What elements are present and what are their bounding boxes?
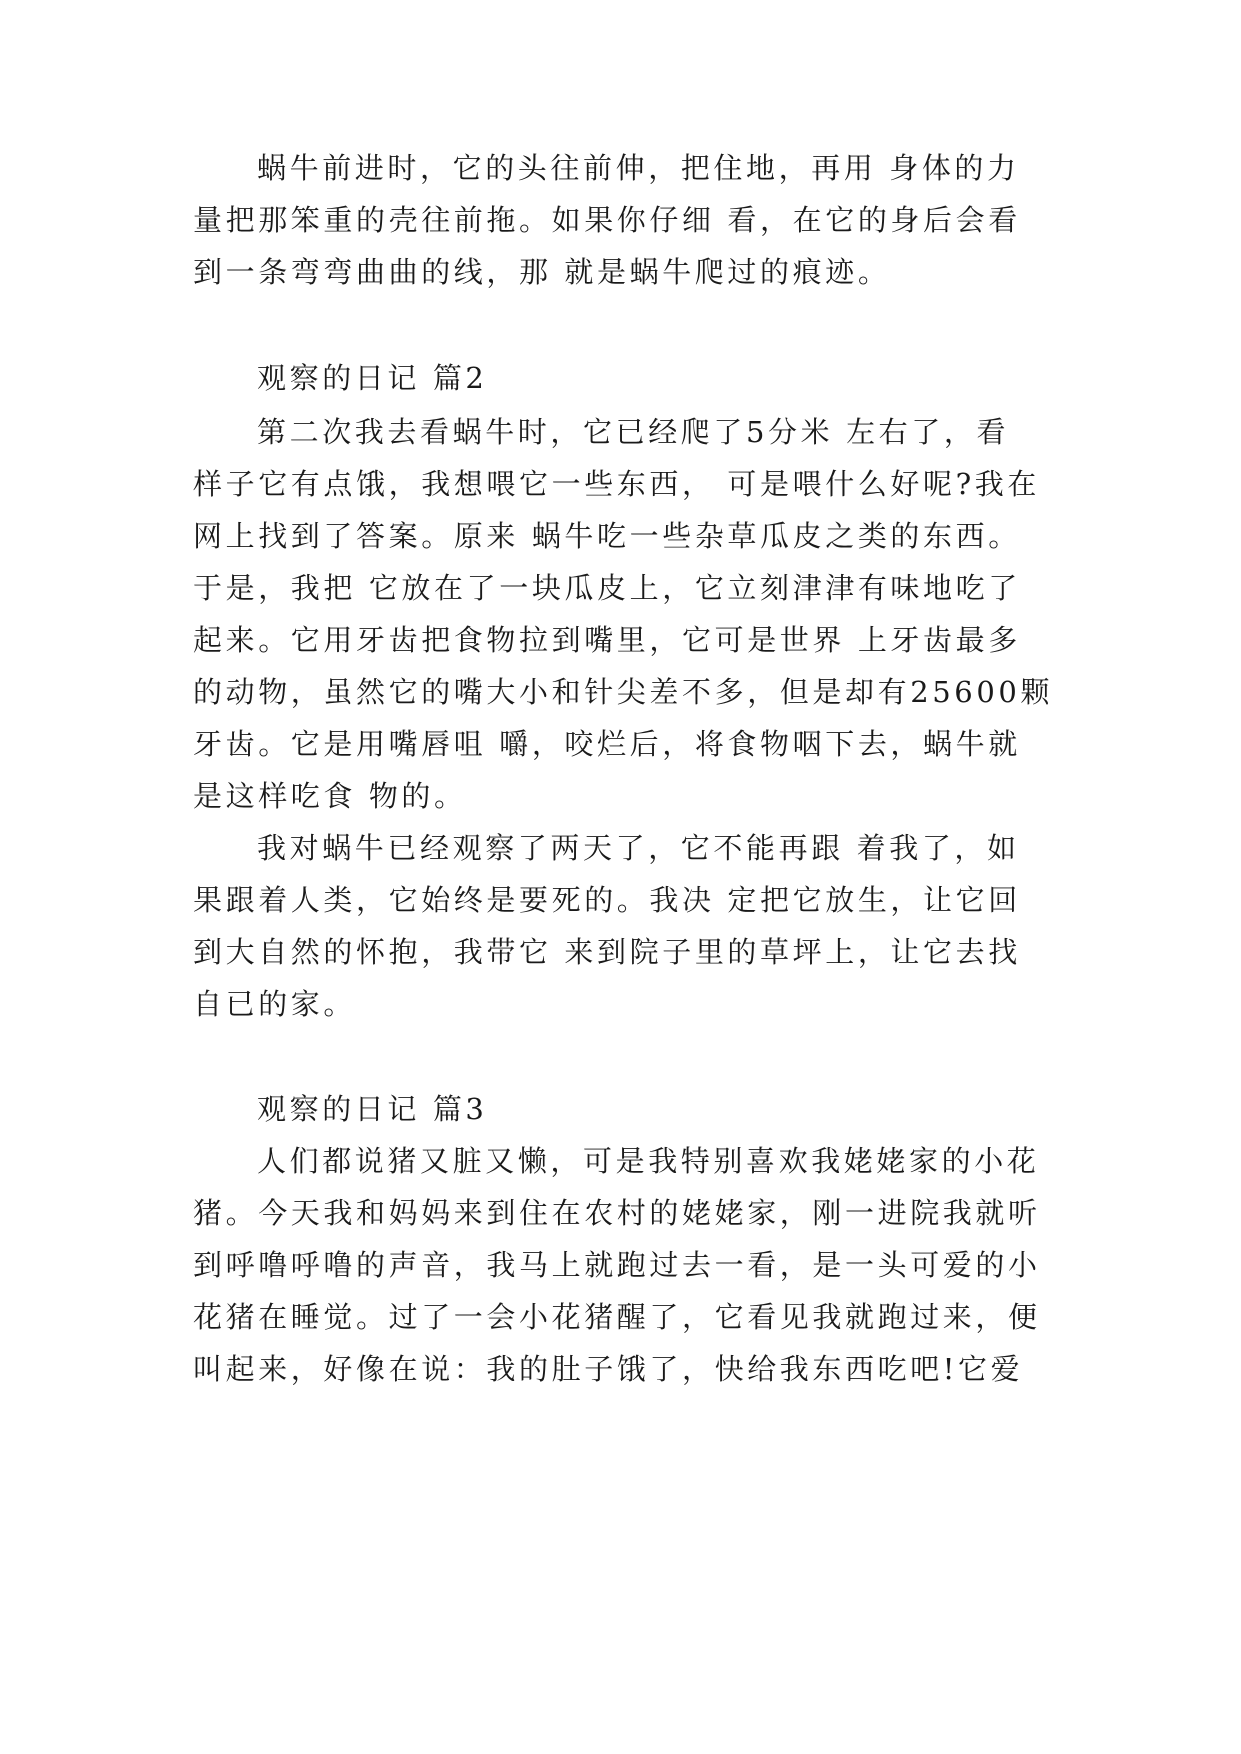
paragraph-line: 叫起来，好像在说：我的肚子饿了，快给我东西吃吧!它爱 — [193, 1352, 1024, 1386]
paragraph-line: 果跟着人类，它始终是要死的。我决 定把它放生，让它回 — [193, 883, 1021, 917]
section-heading: 观察的日记 篇3 — [257, 1092, 488, 1126]
paragraph-line: 样子它有点饿，我想喂它一些东西， 可是喂什么好呢?我在 — [193, 467, 1040, 501]
paragraph-line: 是这样吃食 物的。 — [193, 779, 467, 813]
paragraph-line: 起来。它用牙齿把食物拉到嘴里，它可是世界 上牙齿最多 — [193, 623, 1021, 657]
paragraph-line: 我对蜗牛已经观察了两天了，它不能再跟 着我了，如 — [257, 831, 1020, 865]
paragraph-line: 猪。今天我和妈妈来到住在农村的姥姥家，刚一进院我就听 — [193, 1196, 1041, 1230]
paragraph-line: 第二次我去看蜗牛时，它已经爬了5分米 左右了，看 — [257, 415, 1010, 449]
paragraph-line: 到一条弯弯曲曲的线，那 就是蜗牛爬过的痕迹。 — [193, 255, 891, 289]
paragraph-line: 蜗牛前进时，它的头往前伸，把住地，再用 身体的力 — [257, 151, 1020, 185]
paragraph-line: 的动物，虽然它的嘴大小和针尖差不多，但是却有25600颗 — [193, 675, 1054, 709]
paragraph-line: 花猪在睡觉。过了一会小花猪醒了，它看见我就跑过来，便 — [193, 1300, 1041, 1334]
paragraph-line: 量把那笨重的壳往前拖。如果你仔细 看，在它的身后会看 — [193, 203, 1021, 237]
section-heading: 观察的日记 篇2 — [257, 361, 488, 395]
paragraph-line: 到大自然的怀抱，我带它 来到院子里的草坪上，让它去找 — [193, 935, 1021, 969]
paragraph-line: 网上找到了答案。原来 蜗牛吃一些杂草瓜皮之类的东西。 — [193, 519, 1021, 553]
paragraph-line: 到呼噜呼噜的声音，我马上就跑过去一看，是一头可爱的小 — [193, 1248, 1041, 1282]
paragraph-line: 于是，我把 它放在了一块瓜皮上，它立刻津津有味地吃了 — [193, 571, 1021, 605]
paragraph-line: 牙齿。它是用嘴唇咀 嚼，咬烂后，将食物咽下去，蜗牛就 — [193, 727, 1021, 761]
paragraph-line: 人们都说猪又脏又懒，可是我特别喜欢我姥姥家的小花 — [257, 1144, 1040, 1178]
paragraph-line: 自已的家。 — [193, 987, 357, 1021]
